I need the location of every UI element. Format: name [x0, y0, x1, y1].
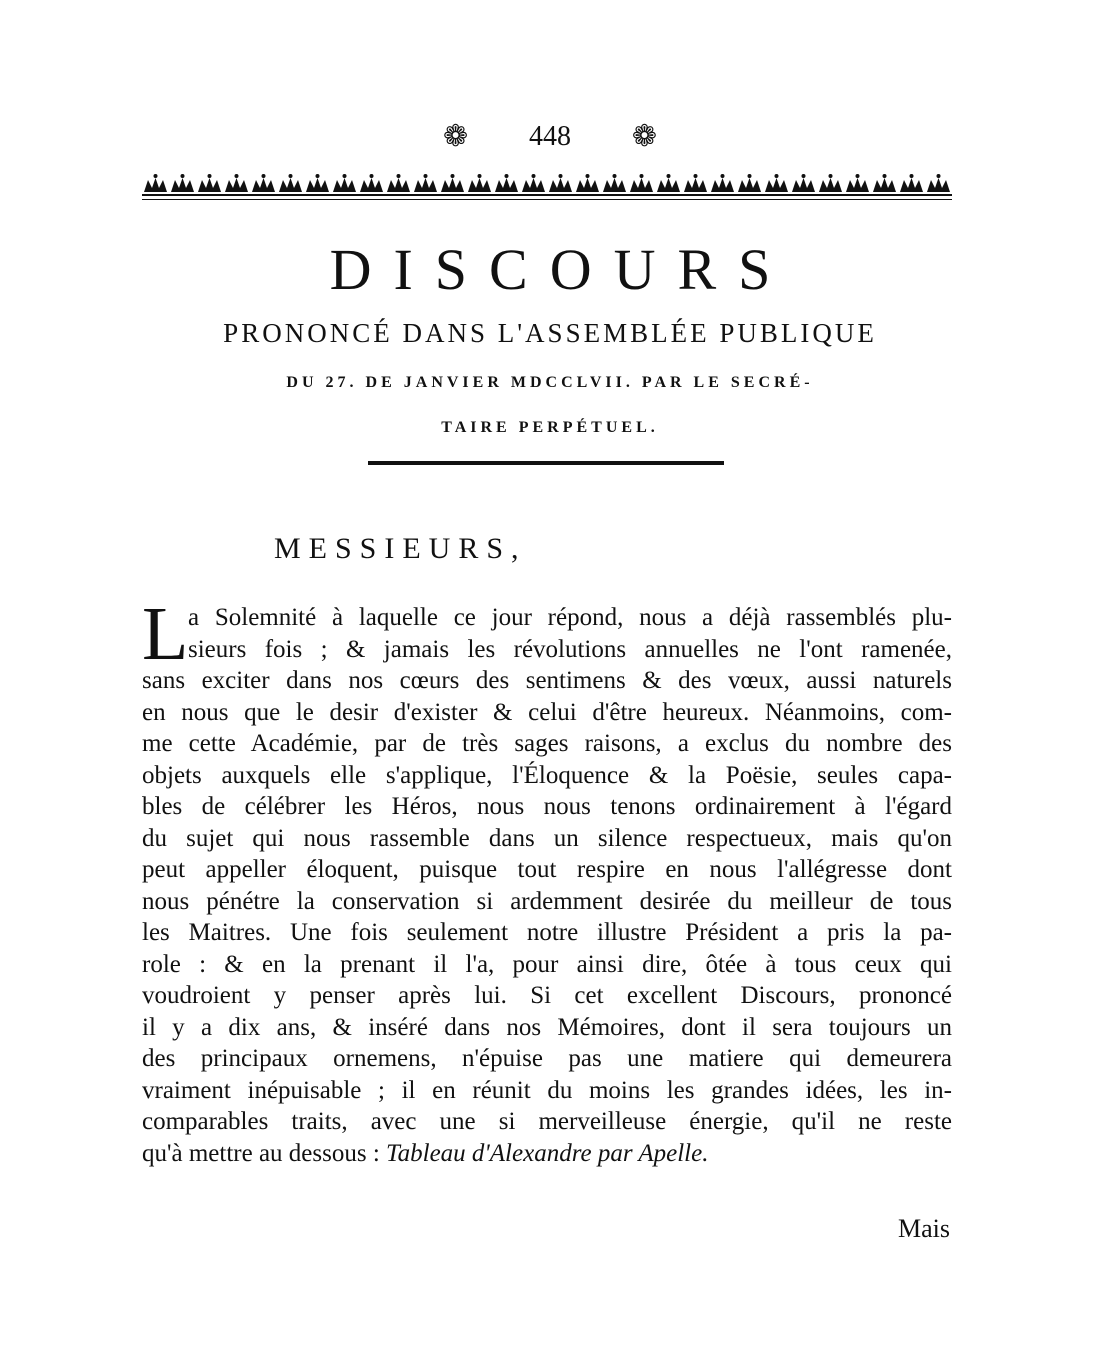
salutation: MESSIEURS, [274, 532, 527, 565]
crown-ornament [549, 174, 572, 192]
crown-ornament [792, 174, 815, 192]
crown-ornament [738, 174, 761, 192]
crown-ornament [360, 174, 383, 192]
crown-ornament [279, 174, 302, 192]
body-line: les Maitres. Une fois seulement notre illustre Président a pris la pa- [142, 919, 952, 946]
crown-ornament [387, 174, 410, 192]
crown-ornament [657, 174, 680, 192]
flower-ornament-icon: ❁ [442, 119, 469, 154]
body-line: il y a dix ans, & inséré dans nos Mémoires, dont il sera toujours un [142, 1013, 952, 1041]
running-header [0, 118, 1100, 154]
body-line: me cette Académie, par de très sages raisons, a exclus du nombre des [142, 730, 952, 757]
subtitle-line-1: PRONONCÉ DANS L'ASSEMBLÉE PUBLIQUE [223, 318, 877, 348]
title-divider [368, 461, 724, 465]
crown-ornament [873, 174, 896, 192]
body-line: sieurs fois ; & jamais les révolutions annuelles ne l'ont ramenée, [188, 635, 952, 663]
body-line: sans exciter dans nos cœurs des sentimens & des vœux, aussi naturels [142, 667, 952, 694]
body-line: voudroient y penser après lui. Si cet excellent Discours, prononcé [142, 982, 952, 1009]
body-line-prefix: qu'à mettre au dessous : [142, 1139, 387, 1167]
page-number: 448 [529, 120, 571, 152]
catchword: Mais [898, 1214, 950, 1243]
crown-ornament [927, 174, 950, 192]
crown-ornament [225, 174, 248, 192]
crown-ornament [306, 174, 329, 192]
crown-ornament [684, 174, 707, 192]
flower-ornament-icon: ❁ [631, 119, 658, 154]
body-line: vraiment inépuisable ; il en réunit du moins les grandes idées, les in- [142, 1076, 952, 1104]
body-line-last [142, 1138, 952, 1170]
body-line: nous pénétre la conservation si ardemment desirée du meilleur de tous [142, 887, 952, 915]
crown-ornament [603, 174, 626, 192]
crown-ornament [252, 174, 275, 192]
body-paragraph [142, 592, 952, 1169]
crown-ornament [522, 174, 545, 192]
crown-ornament [414, 174, 437, 192]
body-line: role : & en la prenant il l'a, pour ainsi dire, ôtée à tous ceux qui [142, 950, 952, 978]
crown-ornament [711, 174, 734, 192]
body-line: objets auxquels elle s'applique, l'Éloquence & la Poësie, seules capa- [142, 761, 952, 789]
crown-ornament [198, 174, 221, 192]
page-title: DISCOURS [329, 237, 793, 302]
body-line: comparables traits, avec une si merveilleuse énergie, qu'il ne reste [142, 1108, 952, 1135]
body-line: du sujet qui nous rassemble dans un silence respectueux, mais qu'on [142, 824, 952, 852]
drop-cap: L [142, 592, 189, 676]
subtitle-line-2: DU 27. DE JANVIER MDCCLVII. PAR LE SECRÉ- [286, 374, 814, 391]
body-line: bles de célébrer les Héros, nous nous tenons ordinairement à l'égard [142, 793, 952, 820]
crown-ornament [333, 174, 356, 192]
body-line: a Solemnité à laquelle ce jour répond, nous a déjà rassemblés plu- [188, 604, 952, 631]
crown-ornament [630, 174, 653, 192]
italic-reference: Tableau d'Alexandre par Apelle. [386, 1139, 709, 1167]
crown-frieze-icon [142, 172, 952, 206]
crown-ornament [495, 174, 518, 192]
crown-ornament [144, 174, 167, 192]
crown-ornament [900, 174, 923, 192]
crown-ornament [765, 174, 788, 192]
body-line: des principaux ornemens, n'épuise pas une matiere qui demeurera [142, 1045, 952, 1072]
crown-ornament [468, 174, 491, 192]
crown-ornament [576, 174, 599, 192]
crown-ornament [171, 174, 194, 192]
body-line: peut appeller éloquent, puisque tout respire en nous l'allégresse dont [142, 856, 952, 883]
crown-ornament [441, 174, 464, 192]
crown-ornament [846, 174, 869, 192]
crown-ornament [819, 174, 842, 192]
subtitle-line-3: TAIRE PERPÉTUEL. [441, 419, 659, 436]
body-line: en nous que le desir d'exister & celui d'être heureux. Néanmoins, com- [142, 698, 952, 726]
